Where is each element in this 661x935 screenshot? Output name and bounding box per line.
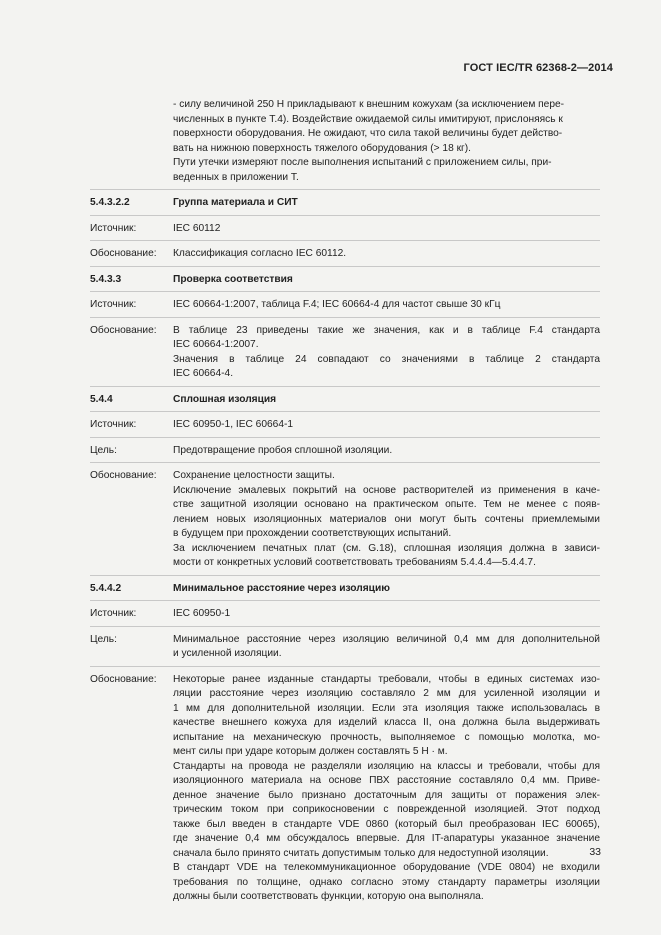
reason-line: В таблице 23 приведены такие же значения, как и в таблице F.4 стандарта: [173, 324, 600, 336]
divider: [90, 437, 600, 438]
goal-row: [90, 444, 600, 459]
intro-line: численных в пункте Т.4). Воздействие ожидаемой силы имитируют, прислоняясь к: [173, 113, 563, 125]
divider: [90, 626, 600, 627]
reason-line: изоляционного материала на основе ПВХ расстояние составляло 0,4 мм. Приве-: [173, 775, 600, 786]
goal-line: и усиленной изоляции.: [173, 648, 282, 659]
section-title: Сплошная изоляция: [173, 393, 277, 405]
goal-line: Минимальное расстояние через изоляцию величиной 0,4 мм для дополнительной: [173, 633, 600, 645]
source-value: IEC 60112: [173, 222, 221, 234]
divider: [90, 600, 600, 601]
section-heading: [90, 196, 600, 211]
reason-line: в будущем при прохождении соответствующих испытаний.: [173, 528, 452, 539]
reason-line: Сохранение целостности защиты.: [173, 470, 335, 481]
intro-line: поверхности оборудования. Не ожидают, что сила такой величины будет действо-: [173, 128, 563, 139]
source-value: IEC 60950-1: [173, 608, 231, 619]
source-row: [90, 222, 600, 237]
reason-line: Исключение эмалевых покрытий на основе растворителей из применения в каче-: [173, 484, 600, 496]
divider: [90, 240, 600, 241]
goal-row: [90, 633, 600, 662]
reason-text: [173, 324, 600, 382]
reason-line: где значение 0,4 мм обсуждалось впервые. Для IT-апаратуры указанное значение: [173, 833, 600, 844]
reason-value: Классификация согласно IEC 60112.: [173, 248, 347, 259]
reason-text: [173, 673, 600, 905]
intro-line: Пути утечки измеряют после выполнения испытаний с приложением силы, при-: [173, 157, 552, 168]
reason-line: В стандарт VDE на телекоммуникационное оборудование (VDE 0804) не входили: [173, 862, 600, 873]
divider: [90, 266, 600, 267]
reason-line: испытание на механическую прочность, выполняемое с помощью молотка, мо-: [173, 731, 600, 743]
source-value: IEC 60950-1, IEC 60664-1: [173, 419, 294, 430]
reason-row: [90, 469, 600, 571]
section-number: 5.4.4: [90, 393, 113, 405]
reason-line: мент силы при ударе которым должен составлять 5 Н · м.: [173, 746, 448, 757]
source-label: Источник:: [90, 608, 137, 619]
section-number: 5.4.4.2: [90, 582, 122, 594]
divider: [90, 575, 600, 576]
reason-line: За исключением печатных плат (см. G.18), сплошная изоляция должна в зависи-: [173, 542, 600, 554]
divider: [90, 291, 600, 292]
document-body: [90, 98, 600, 905]
reason-label: Обоснование:: [90, 673, 157, 685]
reason-line: ляции расстояние через изоляцию составляло 2 мм для усиленной изоляции и: [173, 688, 600, 699]
source-row: [90, 298, 600, 313]
reason-line: денное значение было признано достаточным для защиты от поражения элек-: [173, 789, 600, 801]
reason-line: требования по толщине, однако согласно этому стандарту параметры изоляции: [173, 876, 600, 888]
goal-text: [173, 633, 600, 662]
goal-label: Цель:: [90, 444, 117, 456]
reason-line: Стандарты на провода не разделяли изоляцию на классы и требовали, чтобы для: [173, 760, 600, 772]
reason-label: Обоснование:: [90, 248, 157, 259]
goal-label: Цель:: [90, 633, 117, 645]
reason-line: лением новых изоляционных материалов они могут быть сочтены приемлемыми: [173, 513, 600, 525]
section-title: Проверка соответствия: [173, 273, 293, 285]
divider: [90, 666, 600, 667]
source-row: [90, 607, 600, 622]
intro-line: веденных в приложении Т.: [173, 171, 299, 183]
section-number: 5.4.3.2.2: [90, 197, 130, 208]
reason-line: IEC 60664-4.: [173, 368, 234, 379]
section-title: Группа материала и СИТ: [173, 197, 298, 208]
reason-line: Некоторые ранее изданные стандарты требовали, чтобы в единых системах изо-: [173, 673, 600, 685]
goal-value: Предотвращение пробоя сплошной изоляции.: [173, 444, 393, 456]
reason-line: также был введен в стандарте VDE 0860 (который был преобразован IEC 60065),: [173, 818, 600, 830]
section-heading: [90, 273, 600, 288]
reason-line: IEC 60664-1:2007.: [173, 339, 259, 350]
section-number: 5.4.3.3: [90, 273, 122, 285]
divider: [90, 411, 600, 412]
source-label: Источник:: [90, 222, 137, 234]
reason-line: качестве внешнего кожуха для изделий класса II, она должна была выдерживать: [173, 717, 600, 728]
document-header: ГОСТ IEC/TR 62368-2—2014: [463, 62, 613, 74]
source-label: Источник:: [90, 419, 137, 430]
reason-line: 1 мм для дополнительной изоляции. Если эта изоляция также использовалась в: [173, 702, 600, 714]
reason-row: [90, 324, 600, 382]
reason-label: Обоснование:: [90, 470, 157, 481]
reason-line: стве защитной изоляции основано на практическом опыте. Тем не менее с появ-: [173, 499, 600, 510]
reason-label: Обоснование:: [90, 324, 157, 336]
reason-line: трическим током при соприкосновении с поврежденной изоляцией. Этот подход: [173, 804, 600, 815]
intro-block: [173, 98, 600, 185]
reason-line: сначала было принято считать допустимым только для недоступной изоляции.: [173, 847, 549, 859]
reason-line: мости от конкретных условий соответствовать требованиям 5.4.4.4—5.4.4.7.: [173, 557, 536, 568]
reason-line: должны были соответствовать функции, которую она выполняла.: [173, 891, 484, 902]
section-title: Минимальное расстояние через изоляцию: [173, 582, 390, 594]
source-label: Источник:: [90, 299, 137, 310]
divider: [90, 317, 600, 318]
divider: [90, 462, 600, 463]
reason-row: [90, 673, 600, 905]
section-heading: [90, 393, 600, 408]
intro-line: - силу величиной 250 Н прикладывают к внешним кожухам (за исключением пере-: [173, 99, 565, 110]
reason-row: [90, 247, 600, 262]
divider: [90, 215, 600, 216]
section-heading: [90, 582, 600, 597]
divider: [90, 189, 600, 190]
source-value: IEC 60664-1:2007, таблица F.4; IEC 60664-4 для частот свыше 30 кГц: [173, 299, 501, 310]
reason-line: Значения в таблице 24 совпадают со значениями в таблице 2 стандарта: [173, 353, 600, 365]
page-number: 33: [589, 846, 601, 858]
divider: [90, 386, 600, 387]
intro-line: вать на нижнюю поверхность тяжелого оборудования (> 18 кг).: [173, 142, 471, 154]
source-row: [90, 418, 600, 433]
reason-text: [173, 469, 600, 571]
